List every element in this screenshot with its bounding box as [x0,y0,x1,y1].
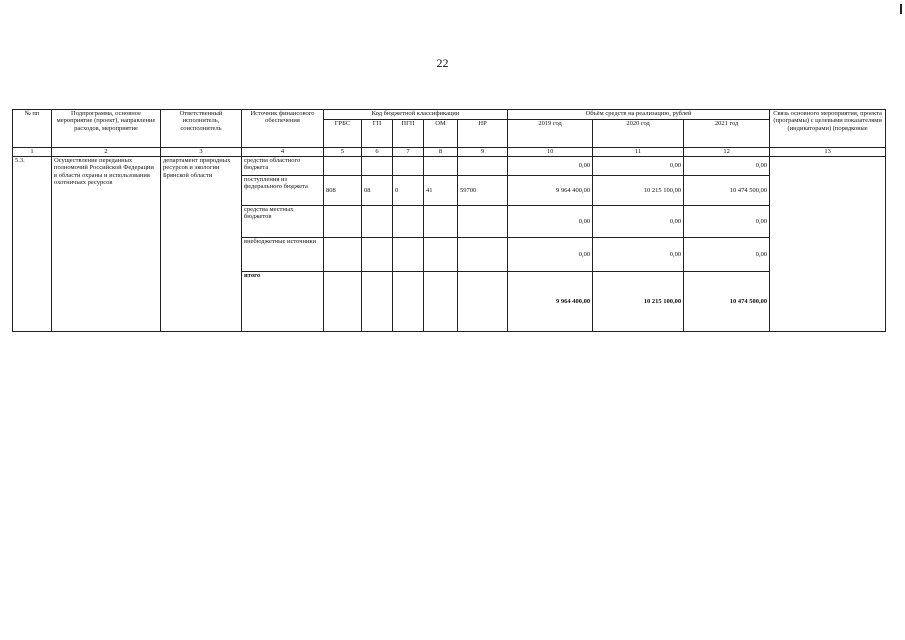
col-num-5: 5 [324,148,362,157]
row-value-2020: 10 215 100,00 [593,176,684,206]
header-code-om: ОМ [424,120,458,148]
row-value-2020: 0,00 [593,157,684,176]
header-row-1 [13,110,886,120]
col-num-13: 13 [770,148,886,157]
header-code-grbs: ГРБС [324,120,362,148]
row-code-pgp [393,157,424,176]
col-num-4: 4 [242,148,324,157]
page-number: 22 [436,56,449,70]
row-value-2021: 10 474 500,00 [684,176,770,206]
row-value-2021: 0,00 [684,206,770,238]
row-value-2019: 0,00 [508,157,593,176]
header-code-nr: НР [458,120,508,148]
col-num-12: 12 [684,148,770,157]
header-year-2021: 2021 год [684,120,770,148]
row-value-2021: 0,00 [684,238,770,272]
col-num-9: 9 [458,148,508,157]
budget-table [12,109,886,332]
row-code-grbs [324,206,362,238]
item-num: 5.3. [13,157,52,332]
header-source: Источник финансового обеспечения [242,110,324,148]
col-num-7: 7 [393,148,424,157]
column-numbers-row [13,148,886,157]
item-program: Осуществление переданных полномочий Российской Федерации в области охраны и использования охотничьих ресурсов [52,157,161,332]
header-year-2019: 2019 год [508,120,593,148]
item-responsible: департамент природных ресурсов и экологии Брянской области [161,157,242,332]
row-code-gp [362,272,393,332]
row-code-gp [362,206,393,238]
table-row [13,157,886,176]
col-num-2: 2 [52,148,161,157]
col-num-10: 10 [508,148,593,157]
header-volume: Объём средств на реализацию, рублей [508,110,770,120]
row-value-2021: 0,00 [684,157,770,176]
row-value-2020: 0,00 [593,206,684,238]
row-code-grbs [324,157,362,176]
row-value-2019: 9 964 400,00 [508,272,593,332]
row-code-grbs: 808 [324,176,362,206]
row-code-om [424,206,458,238]
row-code-grbs [324,272,362,332]
row-code-om: 41 [424,176,458,206]
header-code-pgp: ПГП [393,120,424,148]
row-source: поступления из федерального бюджета [242,176,324,206]
col-num-3: 3 [161,148,242,157]
col-num-11: 11 [593,148,684,157]
row-source: средства местных бюджетов [242,206,324,238]
row-value-2020: 10 215 100,00 [593,272,684,332]
row-code-pgp [393,238,424,272]
row-value-2020: 0,00 [593,238,684,272]
row-code-gp [362,238,393,272]
row-code-pgp [393,272,424,332]
row-source: итого [242,272,324,332]
row-code-pgp: 0 [393,176,424,206]
row-code-nr [458,272,508,332]
header-link: Связь основного мероприятия, проекта (программы) с целевыми показателями (индикаторами) (порядковые [770,110,886,148]
row-code-gp [362,157,393,176]
row-value-2021: 10 474 500,00 [684,272,770,332]
row-code-nr: 59700 [458,176,508,206]
header-responsible: Ответственный исполнитель, соисполнитель [161,110,242,148]
row-link [770,157,886,332]
col-num-6: 6 [362,148,393,157]
row-value-2019: 0,00 [508,238,593,272]
row-code-pgp [393,206,424,238]
row-value-2019: 9 964 400,00 [508,176,593,206]
row-value-2019: 0,00 [508,206,593,238]
row-source: внебюджетные источники [242,238,324,272]
row-code-nr [458,238,508,272]
corner-mark [900,4,902,14]
header-budget-code: Код бюджетной классификации [324,110,508,120]
col-num-1: 1 [13,148,52,157]
header-num: № пп [13,110,52,148]
row-code-nr [458,206,508,238]
row-code-om [424,238,458,272]
row-code-gp: 08 [362,176,393,206]
header-code-gp: ГП [362,120,393,148]
row-source: средства областного бюджета [242,157,324,176]
header-program: Подпрограмма, основное мероприятие (проект), направление расходов, мероприятие [52,110,161,148]
row-code-om [424,272,458,332]
col-num-8: 8 [424,148,458,157]
header-year-2020: 2020 год [593,120,684,148]
row-code-nr [458,157,508,176]
row-code-grbs [324,238,362,272]
row-code-om [424,157,458,176]
